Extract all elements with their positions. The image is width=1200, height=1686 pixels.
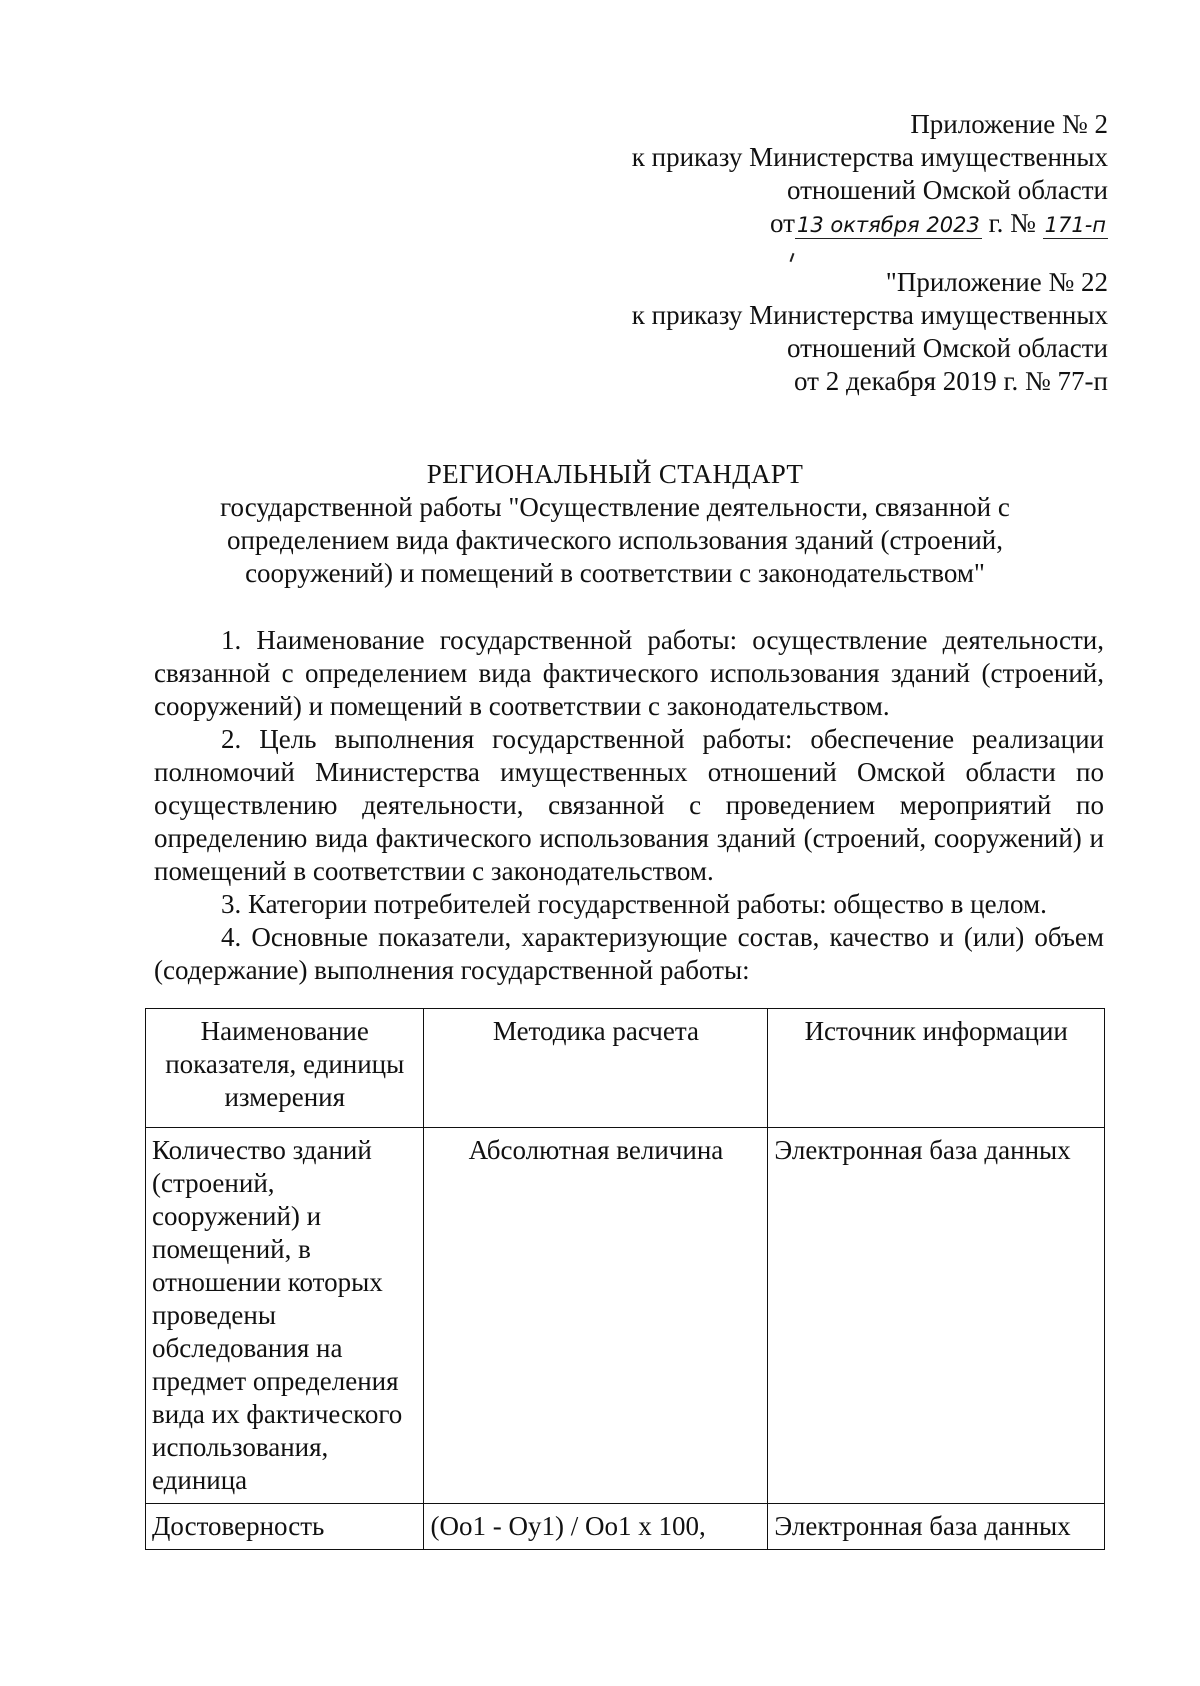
- paragraph-3: 3. Категории потребителей государственной работы: общество в целом.: [221, 889, 1047, 919]
- cell-method: Абсолютная величина: [424, 1128, 768, 1504]
- date-suffix: г. №: [988, 208, 1036, 238]
- header-source: Источник информации: [768, 1009, 1105, 1128]
- paragraph-4: 4. Основные показатели, характеризующие состав, качество и (или) объем (содержание) выполнения государственной работы:: [154, 922, 1104, 985]
- annex-title: Приложение № 2: [910, 109, 1108, 139]
- cell-indicator: Количество зданий (строений, сооружений) и помещений, в отношении которых проведены обследования на предмет определения вида их фактического использования, единица: [146, 1128, 424, 1504]
- pen-mark: [790, 253, 795, 262]
- annex-original-header: [632, 266, 1108, 398]
- title-line-1: государственной работы "Осуществление деятельности, связанной с: [220, 492, 1010, 522]
- document-body: [154, 624, 1104, 987]
- title-line-3: сооружений) и помещений в соответствии с законодательством": [245, 558, 985, 588]
- indicators-table: [145, 1008, 1105, 1550]
- original-annex-title: "Приложение № 22: [885, 267, 1108, 297]
- handwritten-date: 13 октября 2023: [796, 213, 980, 237]
- header-indicator: Наименование показателя, единицы измерения: [146, 1009, 424, 1128]
- cell-method: (Оо1 - Оу1) / Оо1 x 100,: [424, 1504, 768, 1550]
- original-ministry-line: отношений Омской области: [786, 333, 1108, 363]
- table-row: [146, 1128, 1105, 1504]
- original-date-line: от 2 декабря 2019 г. № 77-п: [794, 366, 1108, 396]
- annex-order-line: к приказу Министерства имущественных: [631, 142, 1108, 172]
- title-main: РЕГИОНАЛЬНЫЙ СТАНДАРТ: [426, 459, 804, 489]
- paragraph-1: 1. Наименование государственной работы: осуществление деятельности, связанной с определением вида фактического использования зданий (строений, сооружений) и помещений в соответствии с законодательством.: [154, 625, 1104, 721]
- table-header-row: [146, 1009, 1105, 1128]
- title-line-2: определением вида фактического использования зданий (строений,: [226, 525, 1004, 555]
- document-title: [150, 458, 1080, 590]
- header-method: Методика расчета: [424, 1009, 768, 1128]
- table-row: [146, 1504, 1105, 1550]
- handwritten-order-number: 171-п: [1044, 213, 1106, 237]
- cell-indicator: Достоверность: [146, 1504, 424, 1550]
- original-order-line: к приказу Министерства имущественных: [631, 300, 1108, 330]
- date-prefix: от: [770, 208, 795, 238]
- annex-date-line: [632, 207, 1108, 240]
- annex-ministry-line: отношений Омской области: [786, 175, 1108, 205]
- paragraph-2: 2. Цель выполнения государственной работы: обеспечение реализации полномочий Министерства имущественных отношений Омской области по осуществлению деятельности, связанной с проведением мероприятий по определению вида фактического использования зданий (строений, сооружений) и помещений в соответствии с законодательством.: [154, 724, 1104, 886]
- annex-current-header: [632, 108, 1108, 240]
- cell-source: Электронная база данных: [768, 1128, 1105, 1504]
- cell-source: Электронная база данных: [768, 1504, 1105, 1550]
